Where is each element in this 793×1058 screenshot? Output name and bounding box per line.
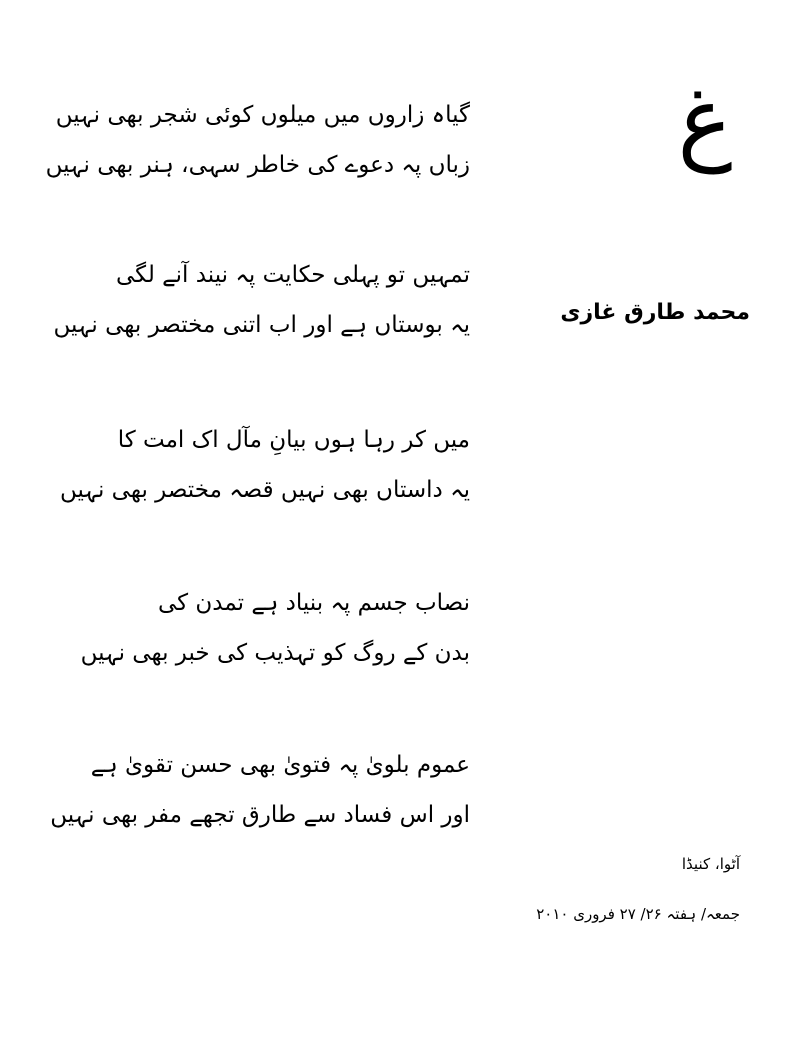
- couplet-line-1: تمہیں تو پہلی حکایت پہ نیند آنے لگی: [115, 262, 470, 288]
- ghazal-letter: غ: [677, 67, 733, 174]
- place-line: آٹوا، کنیڈا: [681, 855, 740, 873]
- couplet-line-1: نصاب جسم پہ بنیاد ہے تمدن کی: [157, 590, 470, 616]
- couplet: [80, 578, 470, 678]
- couplet-line-2: زباں پہ دعوے کی خاطر سہی، ہنر بھی نہیں: [45, 152, 470, 178]
- couplet: [50, 740, 470, 840]
- couplet-line-1: عموم بلویٰ پہ فتویٰ بھی حسن تقویٰ ہے: [90, 752, 470, 778]
- couplet-line-2: یہ بوستاں ہے اور اب اتنی مختصر بھی نہیں: [53, 312, 470, 338]
- couplet: [60, 415, 470, 515]
- couplet: [53, 250, 470, 350]
- couplet-line-1: میں کر رہا ہوں بیانِ مآل اک امت کا: [117, 427, 470, 453]
- couplet-line-2: بدن کے روگ کو تہذیب کی خبر بھی نہیں: [80, 640, 470, 666]
- poet-name: محمد طارق غازی: [560, 300, 750, 325]
- couplet-line-2: یہ داستاں بھی نہیں قصہ مختصر بھی نہیں: [60, 477, 470, 503]
- couplet-line-2: اور اس فساد سے طارق تجھے مفر بھی نہیں: [50, 802, 470, 828]
- couplet: [45, 90, 470, 190]
- date-line: جمعہ/ ہفتہ ۲۶/ ۲۷ فروری ۲۰۱۰: [536, 905, 740, 923]
- couplet-line-1: گیاہ زاروں میں میلوں کوئی شجر بھی نہیں: [55, 102, 470, 128]
